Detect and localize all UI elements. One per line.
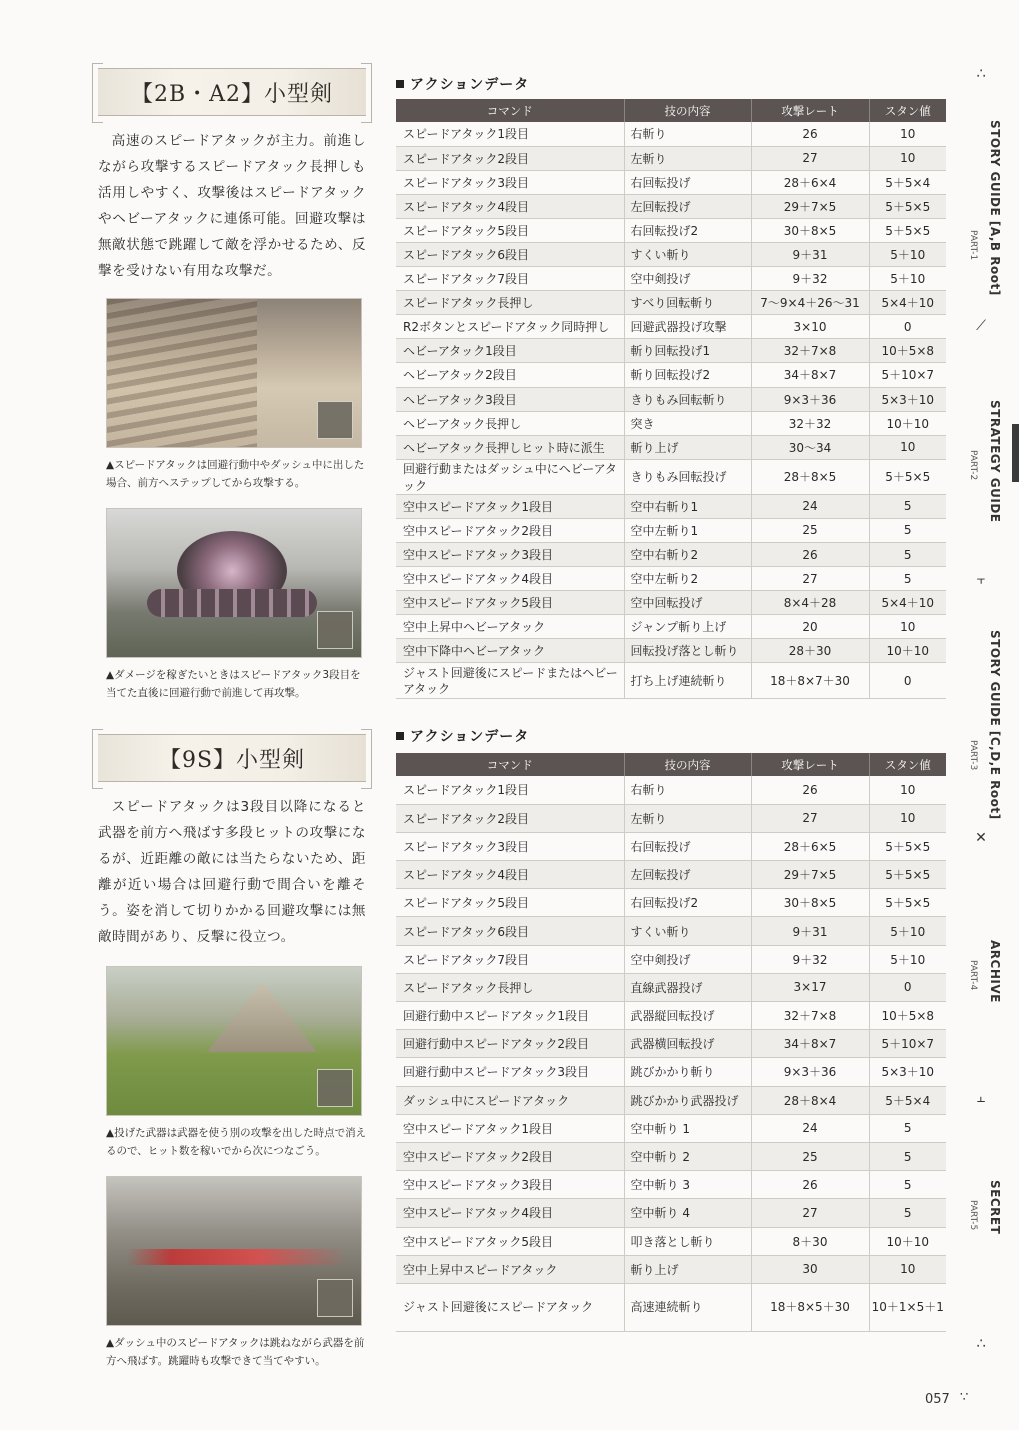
attack-rate-cell: 8×4＋28 bbox=[751, 591, 869, 615]
command-cell: スピードアタック7段目 bbox=[396, 267, 624, 291]
table-row bbox=[396, 917, 946, 945]
command-cell: 空中スピードアタック3段目 bbox=[396, 1171, 624, 1199]
command-cell: スピードアタック2段目 bbox=[396, 146, 624, 170]
move-cell: 右回転投げ bbox=[624, 832, 751, 860]
attack-rate-cell: 26 bbox=[751, 543, 869, 567]
stun-value-cell: 5 bbox=[869, 567, 946, 591]
ornament-icon: ⫟ bbox=[976, 572, 986, 588]
move-cell: 空中回転投げ bbox=[624, 591, 751, 615]
command-cell: 空中上昇中スピードアタック bbox=[396, 1255, 624, 1283]
move-cell: 突き bbox=[624, 411, 751, 435]
move-cell: ジャンプ斬り上げ bbox=[624, 615, 751, 639]
nav-item-label: STRATEGY GUIDE bbox=[988, 400, 1002, 523]
table-row bbox=[396, 1114, 946, 1142]
table-row bbox=[396, 315, 946, 339]
screenshot-image bbox=[106, 1176, 362, 1326]
attack-rate-cell: 9＋32 bbox=[751, 945, 869, 973]
column-header: スタン値 bbox=[869, 753, 946, 776]
attack-rate-cell: 29＋7×5 bbox=[751, 861, 869, 889]
command-cell: 空中スピードアタック3段目 bbox=[396, 543, 624, 567]
table-title bbox=[396, 726, 529, 746]
move-cell: 回転投げ落とし斬り bbox=[624, 639, 751, 663]
attack-rate-cell: 28＋8×5 bbox=[751, 459, 869, 494]
table-row bbox=[396, 218, 946, 242]
move-cell: 直線武器投げ bbox=[624, 973, 751, 1001]
move-cell: すくい斬り bbox=[624, 917, 751, 945]
move-cell: 高速連続斬り bbox=[624, 1283, 751, 1331]
move-cell: 左斬り bbox=[624, 146, 751, 170]
command-cell: 空中スピードアタック2段目 bbox=[396, 1142, 624, 1170]
table-row bbox=[396, 832, 946, 860]
command-cell: ダッシュ中にスピードアタック bbox=[396, 1086, 624, 1114]
attack-rate-cell: 26 bbox=[751, 122, 869, 146]
stun-value-cell: 10 bbox=[869, 776, 946, 804]
attack-rate-cell: 9＋32 bbox=[751, 267, 869, 291]
table-row bbox=[396, 1002, 946, 1030]
table-row bbox=[396, 639, 946, 663]
column-header: 技の内容 bbox=[624, 753, 751, 776]
attack-rate-cell: 30＋8×5 bbox=[751, 218, 869, 242]
command-cell: スピードアタック6段目 bbox=[396, 242, 624, 266]
move-cell: 叩き落とし斬り bbox=[624, 1227, 751, 1255]
table-row bbox=[396, 1058, 946, 1086]
nav-item-part: PART-3 bbox=[968, 740, 978, 771]
table-row bbox=[396, 663, 946, 699]
table-row bbox=[396, 1255, 946, 1283]
stun-value-cell: 10 bbox=[869, 1255, 946, 1283]
stun-value-cell: 10＋5×8 bbox=[869, 339, 946, 363]
move-cell: 回避武器投げ攻撃 bbox=[624, 315, 751, 339]
attack-rate-cell: 8＋30 bbox=[751, 1227, 869, 1255]
move-cell: 斬り上げ bbox=[624, 1255, 751, 1283]
column-header: コマンド bbox=[396, 753, 624, 776]
attack-rate-cell: 30〜34 bbox=[751, 435, 869, 459]
move-cell: 斬り回転投げ2 bbox=[624, 363, 751, 387]
command-cell: 空中スピードアタック5段目 bbox=[396, 591, 624, 615]
attack-rate-cell: 26 bbox=[751, 776, 869, 804]
table-row bbox=[396, 194, 946, 218]
command-cell: ヘビーアタック長押しヒット時に派生 bbox=[396, 435, 624, 459]
minimap-image bbox=[317, 1069, 353, 1107]
section-heading-9s bbox=[98, 734, 366, 782]
attack-rate-cell: 29＋7×5 bbox=[751, 194, 869, 218]
move-cell: 空中斬り 1 bbox=[624, 1114, 751, 1142]
nav-item-label: STORY GUIDE [A,B Root] bbox=[988, 120, 1002, 296]
command-cell: スピードアタック1段目 bbox=[396, 122, 624, 146]
attack-rate-cell: 27 bbox=[751, 1199, 869, 1227]
command-cell: 空中上昇中ヘビーアタック bbox=[396, 615, 624, 639]
attack-rate-cell: 34＋8×7 bbox=[751, 363, 869, 387]
move-cell: 右回転投げ bbox=[624, 170, 751, 194]
command-cell: R2ボタンとスピードアタック同時押し bbox=[396, 315, 624, 339]
stun-value-cell: 5 bbox=[869, 543, 946, 567]
command-cell: 回避行動中スピードアタック2段目 bbox=[396, 1030, 624, 1058]
stun-value-cell: 5 bbox=[869, 1171, 946, 1199]
table-row bbox=[396, 242, 946, 266]
stun-value-cell: 5＋10 bbox=[869, 945, 946, 973]
command-cell: 空中下降中ヘビーアタック bbox=[396, 639, 624, 663]
move-cell: 空中斬り 3 bbox=[624, 1171, 751, 1199]
move-cell: すくい斬り bbox=[624, 242, 751, 266]
table-title-text: アクションデータ bbox=[410, 77, 530, 93]
attack-rate-cell: 18＋8×5＋30 bbox=[751, 1283, 869, 1331]
table-row bbox=[396, 804, 946, 832]
move-cell: 打ち上げ連続斬り bbox=[624, 663, 751, 699]
table-title-text: アクションデータ bbox=[410, 729, 530, 745]
move-cell: 空中左斬り1 bbox=[624, 518, 751, 542]
table-row bbox=[396, 945, 946, 973]
command-cell: スピードアタック4段目 bbox=[396, 194, 624, 218]
table-row bbox=[396, 889, 946, 917]
command-cell: スピードアタック6段目 bbox=[396, 917, 624, 945]
table-row bbox=[396, 776, 946, 804]
command-cell: ヘビーアタック2段目 bbox=[396, 363, 624, 387]
attack-rate-cell: 30＋8×5 bbox=[751, 889, 869, 917]
attack-rate-cell: 28＋30 bbox=[751, 639, 869, 663]
table-row bbox=[396, 861, 946, 889]
command-cell: スピードアタック5段目 bbox=[396, 889, 624, 917]
stun-value-cell: 5＋5×4 bbox=[869, 1086, 946, 1114]
command-cell: 空中スピードアタック4段目 bbox=[396, 1199, 624, 1227]
command-cell: ヘビーアタック1段目 bbox=[396, 339, 624, 363]
dots-icon: ∵ bbox=[960, 1390, 969, 1405]
move-cell: きりもみ回転投げ bbox=[624, 459, 751, 494]
command-cell: スピードアタック長押し bbox=[396, 973, 624, 1001]
command-cell: スピードアタック5段目 bbox=[396, 218, 624, 242]
move-cell: 空中斬り 4 bbox=[624, 1199, 751, 1227]
table-row bbox=[396, 170, 946, 194]
move-cell: 武器縦回転投げ bbox=[624, 1002, 751, 1030]
action-data-table bbox=[396, 99, 946, 699]
attack-rate-cell: 3×10 bbox=[751, 315, 869, 339]
column-header: 攻撃レート bbox=[751, 99, 869, 122]
stun-value-cell: 5 bbox=[869, 518, 946, 542]
move-cell: 空中剣投げ bbox=[624, 267, 751, 291]
stun-value-cell: 5＋10×7 bbox=[869, 363, 946, 387]
table-row bbox=[396, 411, 946, 435]
nav-item-part: PART-4 bbox=[968, 960, 978, 991]
stun-value-cell: 5＋5×5 bbox=[869, 218, 946, 242]
move-cell: すべり回転斬り bbox=[624, 291, 751, 315]
command-cell: 空中スピードアタック1段目 bbox=[396, 494, 624, 518]
command-cell: ヘビーアタック長押し bbox=[396, 411, 624, 435]
stun-value-cell: 5 bbox=[869, 1114, 946, 1142]
move-cell: 右斬り bbox=[624, 122, 751, 146]
attack-rate-cell: 3×17 bbox=[751, 973, 869, 1001]
attack-rate-cell: 32＋32 bbox=[751, 411, 869, 435]
attack-rate-cell: 18＋8×7＋30 bbox=[751, 663, 869, 699]
attack-rate-cell: 27 bbox=[751, 146, 869, 170]
column-header: コマンド bbox=[396, 99, 624, 122]
nav-item-part: PART-2 bbox=[968, 450, 978, 481]
attack-rate-cell: 32＋7×8 bbox=[751, 339, 869, 363]
command-cell: ジャスト回避後にスピードまたはヘビーアタック bbox=[396, 663, 624, 699]
stun-value-cell: 10 bbox=[869, 122, 946, 146]
ornament-icon: ⫠ bbox=[976, 1090, 986, 1106]
table-row bbox=[396, 387, 946, 411]
screenshot-image bbox=[106, 508, 362, 658]
attack-rate-cell: 28＋8×4 bbox=[751, 1086, 869, 1114]
ornament-icon: ✕ bbox=[975, 830, 987, 846]
attack-rate-cell: 25 bbox=[751, 518, 869, 542]
move-cell: 左斬り bbox=[624, 804, 751, 832]
table-row bbox=[396, 518, 946, 542]
attack-rate-cell: 20 bbox=[751, 615, 869, 639]
action-data-table bbox=[396, 753, 946, 1332]
attack-rate-cell: 27 bbox=[751, 567, 869, 591]
attack-rate-cell: 9＋31 bbox=[751, 917, 869, 945]
square-bullet-icon bbox=[396, 80, 404, 88]
stun-value-cell: 10＋5×8 bbox=[869, 1002, 946, 1030]
screenshot-caption: ▲ダッシュ中のスピードアタックは跳ねながら武器を前方へ飛ばす。跳躍時も攻撃できて当てやすい。 bbox=[106, 1337, 365, 1367]
column-header: 技の内容 bbox=[624, 99, 751, 122]
table-row bbox=[396, 122, 946, 146]
table-row bbox=[396, 363, 946, 387]
table-row bbox=[396, 543, 946, 567]
column-header: スタン値 bbox=[869, 99, 946, 122]
attack-rate-cell: 9×3＋36 bbox=[751, 387, 869, 411]
table-row bbox=[396, 1171, 946, 1199]
table-row bbox=[396, 591, 946, 615]
move-cell: 跳びかかり武器投げ bbox=[624, 1086, 751, 1114]
attack-rate-cell: 28＋6×5 bbox=[751, 832, 869, 860]
stun-value-cell: 0 bbox=[869, 663, 946, 699]
move-cell: 右回転投げ2 bbox=[624, 889, 751, 917]
stun-value-cell: 10 bbox=[869, 435, 946, 459]
table-row bbox=[396, 267, 946, 291]
active-chapter-marker bbox=[1012, 424, 1019, 482]
stun-value-cell: 5 bbox=[869, 1199, 946, 1227]
attack-rate-cell: 7〜9×4＋26〜31 bbox=[751, 291, 869, 315]
table-row bbox=[396, 339, 946, 363]
table-row bbox=[396, 1086, 946, 1114]
table-row bbox=[396, 459, 946, 494]
attack-rate-cell: 28＋6×4 bbox=[751, 170, 869, 194]
attack-rate-cell: 9＋31 bbox=[751, 242, 869, 266]
left-column bbox=[98, 68, 366, 1370]
stun-value-cell: 5＋10 bbox=[869, 917, 946, 945]
attack-rate-cell: 24 bbox=[751, 1114, 869, 1142]
screenshot-image bbox=[106, 966, 362, 1116]
section-heading-text: 【9S】小型剣 bbox=[158, 747, 306, 773]
section-body-2b-a2: 高速のスピードアタックが主力。前進しながら攻撃するスピードアタック長押しも活用しやすく、攻撃後はスピードアタックやヘビーアタックに連係可能。回避攻撃は無敵状態で跳躍して敵を浮かせるため、反撃を受けない有用な攻撃だ。 bbox=[98, 133, 366, 279]
move-cell: 左回転投げ bbox=[624, 861, 751, 889]
command-cell: スピードアタック4段目 bbox=[396, 861, 624, 889]
command-cell: スピードアタック7段目 bbox=[396, 945, 624, 973]
command-cell: ジャスト回避後にスピードアタック bbox=[396, 1283, 624, 1331]
table-row bbox=[396, 291, 946, 315]
stun-value-cell: 10＋10 bbox=[869, 1227, 946, 1255]
table-row bbox=[396, 1142, 946, 1170]
stun-value-cell: 10＋10 bbox=[869, 411, 946, 435]
stun-value-cell: 5＋10 bbox=[869, 242, 946, 266]
move-cell: 右回転投げ2 bbox=[624, 218, 751, 242]
move-cell: きりもみ回転斬り bbox=[624, 387, 751, 411]
move-cell: 空中右斬り2 bbox=[624, 543, 751, 567]
stun-value-cell: 5×3＋10 bbox=[869, 1058, 946, 1086]
move-cell: 斬り上げ bbox=[624, 435, 751, 459]
command-cell: 空中スピードアタック2段目 bbox=[396, 518, 624, 542]
stun-value-cell: 5 bbox=[869, 494, 946, 518]
stun-value-cell: 5×4＋10 bbox=[869, 591, 946, 615]
stun-value-cell: 5＋5×5 bbox=[869, 194, 946, 218]
section-body-9s: スピードアタックは3段目以降になると武器を前方へ飛ばす多段ヒットの攻撃になるが、近距離の敵には当たらないため、距離が近い場合は回避行動で間合いを離そう。姿を消して切りかかる回避攻撃には無敵時間があり、反撃に役立つ。 bbox=[98, 799, 366, 945]
move-cell: 左回転投げ bbox=[624, 194, 751, 218]
section-heading-2b-a2 bbox=[98, 68, 366, 116]
screenshot-caption: ▲投げた武器は武器を使う別の攻撃を出した時点で消えるので、ヒット数を稼いでから次につなごう。 bbox=[106, 1127, 367, 1157]
table-row bbox=[396, 567, 946, 591]
move-cell: 跳びかかり斬り bbox=[624, 1058, 751, 1086]
command-cell: 回避行動またはダッシュ中にヘビーアタック bbox=[396, 459, 624, 494]
dots-icon: ∴ bbox=[976, 1336, 986, 1352]
table-row bbox=[396, 615, 946, 639]
command-cell: スピードアタック3段目 bbox=[396, 832, 624, 860]
command-cell: 回避行動中スピードアタック3段目 bbox=[396, 1058, 624, 1086]
command-cell: 空中スピードアタック1段目 bbox=[396, 1114, 624, 1142]
screenshot-image bbox=[106, 298, 362, 448]
nav-item-label: SECRET bbox=[988, 1180, 1002, 1235]
chapter-side-nav bbox=[958, 60, 1018, 1360]
stun-value-cell: 5×3＋10 bbox=[869, 387, 946, 411]
table-row bbox=[396, 146, 946, 170]
minimap-image bbox=[317, 401, 353, 439]
stun-value-cell: 10 bbox=[869, 146, 946, 170]
nav-item-label: ARCHIVE bbox=[988, 940, 1002, 1003]
stun-value-cell: 5＋5×5 bbox=[869, 861, 946, 889]
square-bullet-icon bbox=[396, 732, 404, 740]
attack-rate-cell: 34＋8×7 bbox=[751, 1030, 869, 1058]
move-cell: 空中左斬り2 bbox=[624, 567, 751, 591]
table-row bbox=[396, 1283, 946, 1331]
section-heading-text: 【2B・A2】小型剣 bbox=[130, 81, 334, 107]
stun-value-cell: 5＋5×5 bbox=[869, 832, 946, 860]
nav-item-part: PART-1 bbox=[968, 230, 978, 261]
move-cell: 武器横回転投げ bbox=[624, 1030, 751, 1058]
stun-value-cell: 10＋10 bbox=[869, 639, 946, 663]
move-cell: 空中斬り 2 bbox=[624, 1142, 751, 1170]
screenshot-caption: ▲ダメージを稼ぎたいときはスピードアタック3段目を当てた直後に回避行動で前進して再攻撃。 bbox=[106, 669, 361, 699]
table-row bbox=[396, 435, 946, 459]
attack-rate-cell: 24 bbox=[751, 494, 869, 518]
attack-rate-cell: 27 bbox=[751, 804, 869, 832]
stun-value-cell: 5 bbox=[869, 1142, 946, 1170]
table-row bbox=[396, 973, 946, 1001]
stun-value-cell: 5＋5×5 bbox=[869, 889, 946, 917]
stun-value-cell: 10＋1×5＋1 bbox=[869, 1283, 946, 1331]
column-header: 攻撃レート bbox=[751, 753, 869, 776]
page-number: 057 bbox=[925, 1392, 950, 1407]
command-cell: 回避行動中スピードアタック1段目 bbox=[396, 1002, 624, 1030]
attack-rate-cell: 26 bbox=[751, 1171, 869, 1199]
stun-value-cell: 5＋10×7 bbox=[869, 1030, 946, 1058]
ornament-icon: ⟋ bbox=[976, 318, 986, 334]
stun-value-cell: 5＋5×4 bbox=[869, 170, 946, 194]
stun-value-cell: 5×4＋10 bbox=[869, 291, 946, 315]
attack-rate-cell: 30 bbox=[751, 1255, 869, 1283]
table-row bbox=[396, 1199, 946, 1227]
move-cell: 斬り回転投げ1 bbox=[624, 339, 751, 363]
table-row bbox=[396, 494, 946, 518]
command-cell: 空中スピードアタック4段目 bbox=[396, 567, 624, 591]
stun-value-cell: 5＋5×5 bbox=[869, 459, 946, 494]
move-cell: 空中剣投げ bbox=[624, 945, 751, 973]
command-cell: スピードアタック3段目 bbox=[396, 170, 624, 194]
attack-rate-cell: 32＋7×8 bbox=[751, 1002, 869, 1030]
attack-rate-cell: 25 bbox=[751, 1142, 869, 1170]
command-cell: ヘビーアタック3段目 bbox=[396, 387, 624, 411]
stun-value-cell: 0 bbox=[869, 973, 946, 1001]
table-row bbox=[396, 1030, 946, 1058]
stun-value-cell: 5＋10 bbox=[869, 267, 946, 291]
stun-value-cell: 0 bbox=[869, 315, 946, 339]
command-cell: 空中スピードアタック5段目 bbox=[396, 1227, 624, 1255]
nav-item-part: PART-5 bbox=[968, 1200, 978, 1231]
dots-icon: ∴ bbox=[976, 66, 986, 82]
table-title bbox=[396, 74, 529, 94]
nav-item-label: STORY GUIDE [C,D,E Root] bbox=[988, 630, 1002, 820]
screenshot-caption: ▲スピードアタックは回避行動中やダッシュ中に出した場合、前方へステップしてから攻撃する。 bbox=[106, 459, 365, 489]
move-cell: 空中右斬り1 bbox=[624, 494, 751, 518]
table-row bbox=[396, 1227, 946, 1255]
minimap-image bbox=[317, 611, 353, 649]
stun-value-cell: 10 bbox=[869, 615, 946, 639]
minimap-image bbox=[317, 1279, 353, 1317]
command-cell: スピードアタック2段目 bbox=[396, 804, 624, 832]
attack-rate-cell: 9×3＋36 bbox=[751, 1058, 869, 1086]
stun-value-cell: 10 bbox=[869, 804, 946, 832]
move-cell: 右斬り bbox=[624, 776, 751, 804]
command-cell: スピードアタック1段目 bbox=[396, 776, 624, 804]
command-cell: スピードアタック長押し bbox=[396, 291, 624, 315]
